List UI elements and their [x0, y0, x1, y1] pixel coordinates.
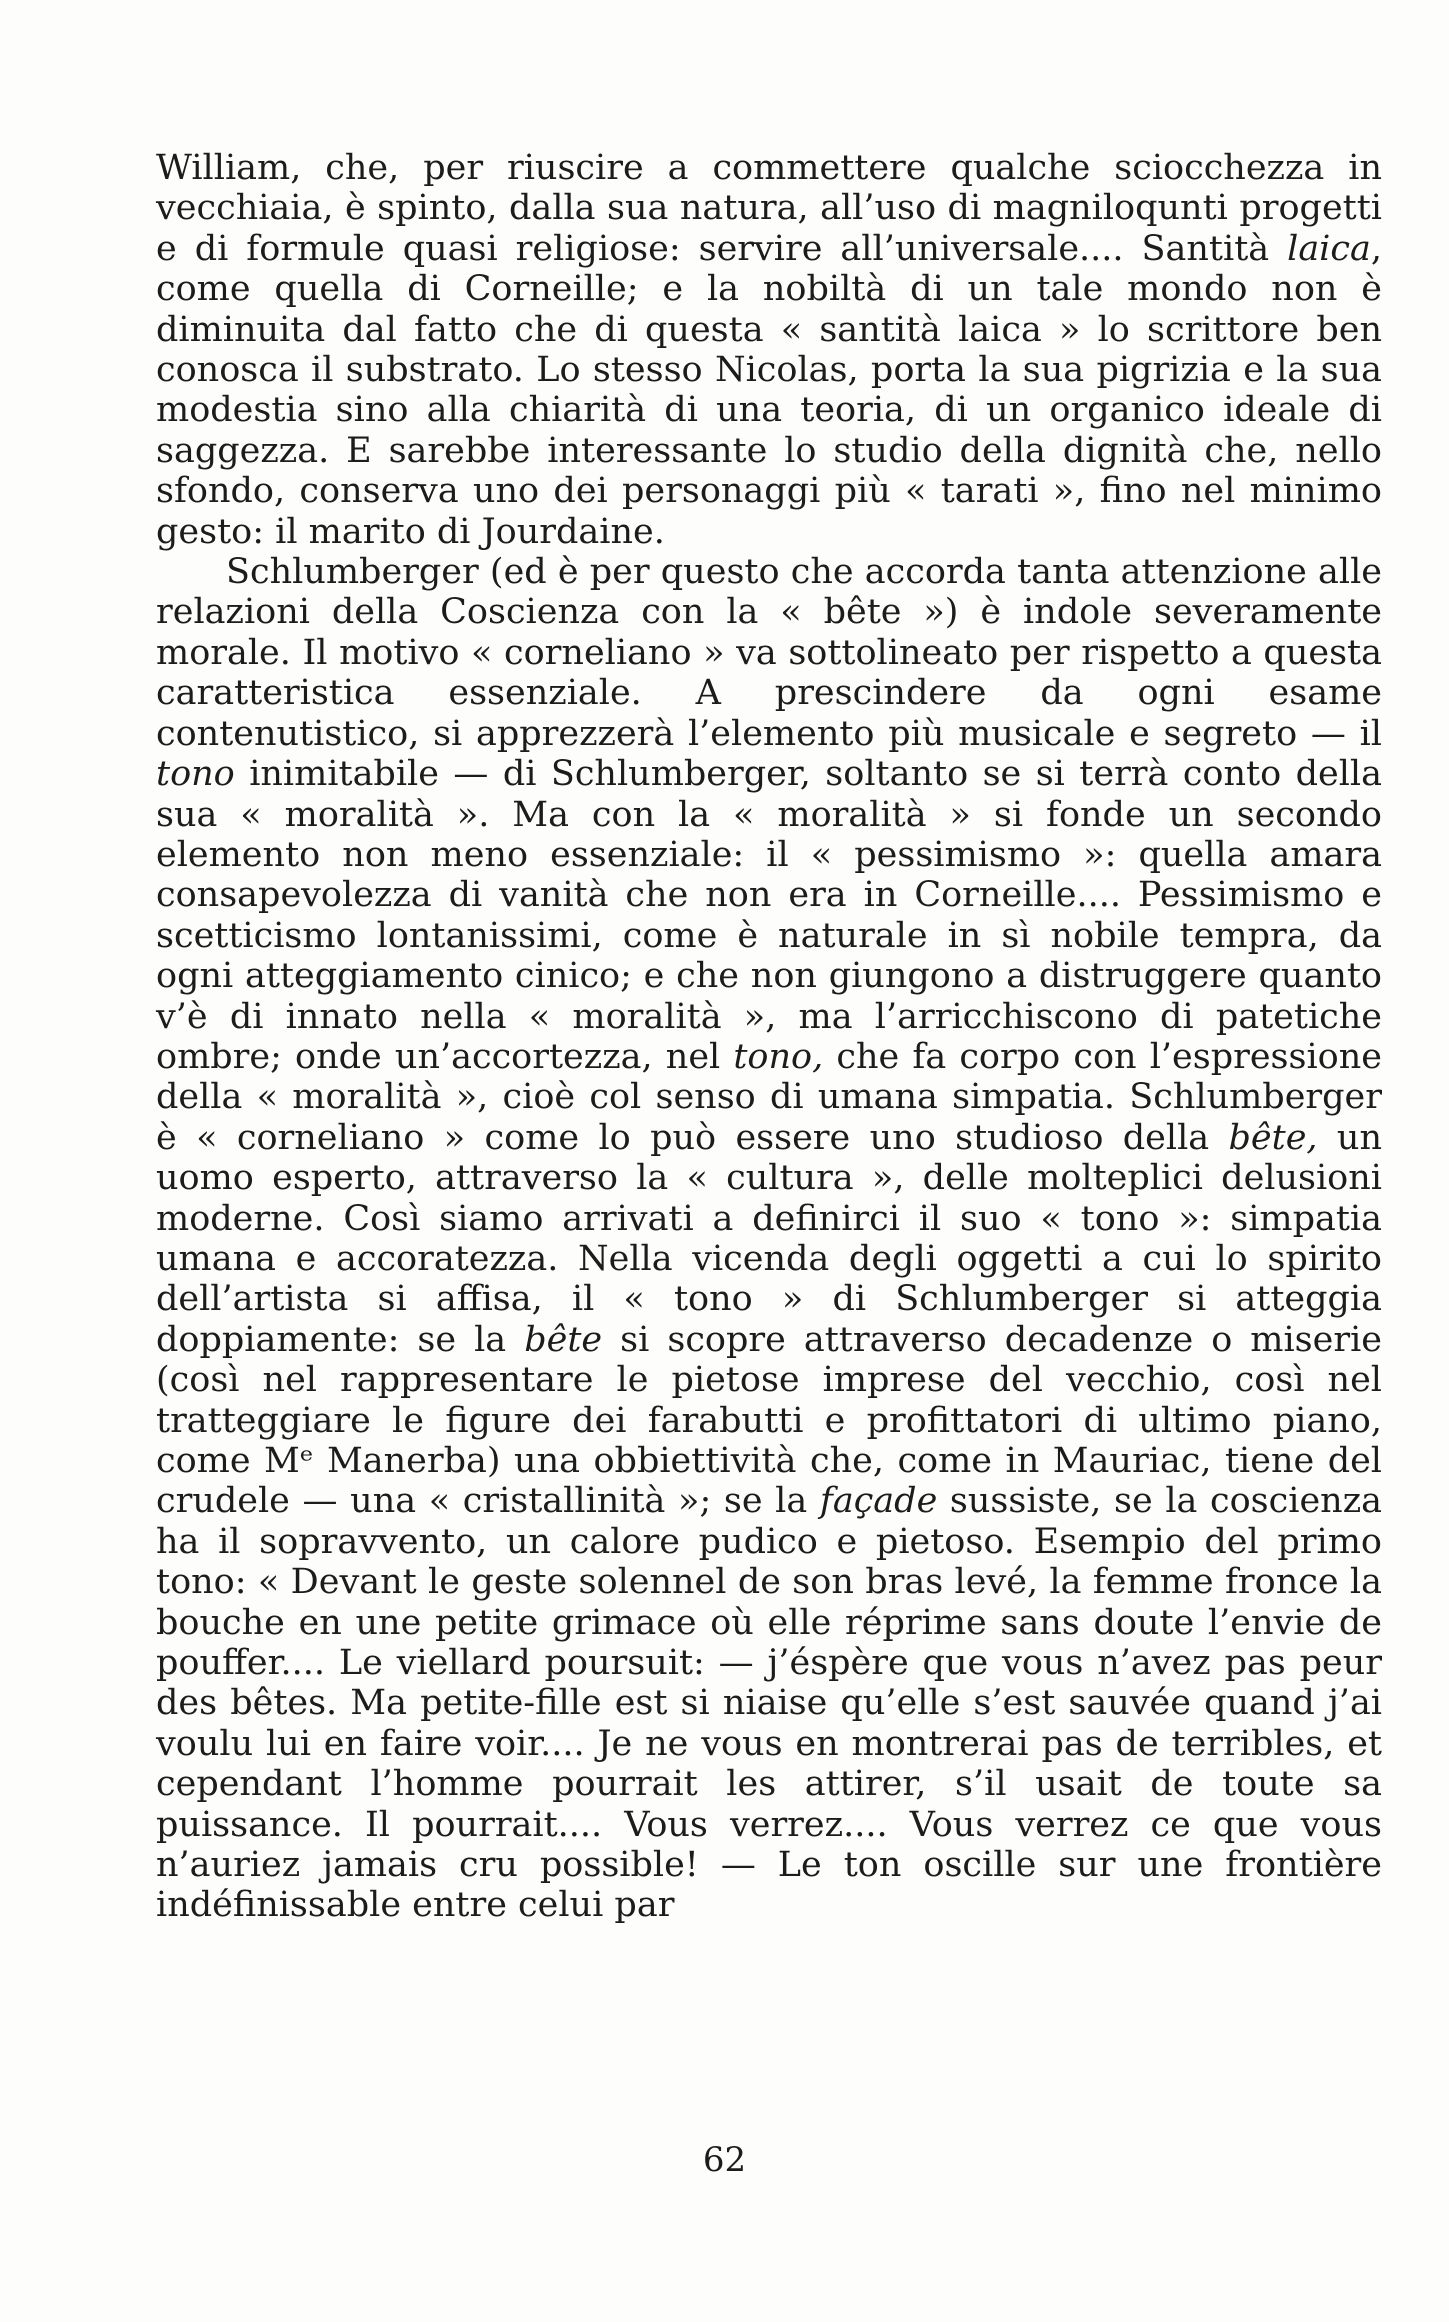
text-run: si scopre attraverso decadenze o miserie (così nel rappresentare le pietose imprese del vecchio, così nel tratteggiare le figure dei farabutti e profittatori di ultimo piano, come Mᵉ Manerba) una obbiettività che, come in Mauriac, tiene del crudele — una « cristallinità »; se la — [156, 1319, 1382, 1522]
text-run: William, che, per riuscire a commettere qualche sciocchezza in vecchiaia, è spinto, dalla sua natura, all’uso di magniloqunti progetti e di formule quasi religiose: servire all’universale.... Santità — [156, 148, 1382, 269]
paragraph-2 — [156, 552, 1382, 1926]
italic-text: laica — [1287, 228, 1371, 269]
italic-text: bête, — [1228, 1117, 1318, 1158]
italic-text: tono — [156, 754, 235, 795]
paragraph-1 — [156, 148, 1382, 552]
text-run: che fa corpo con l’espressione della « moralità », cioè col senso di umana simpatia. Schlumberger è « corneliano » come lo può essere uno studioso della — [156, 1036, 1382, 1158]
page-number: 62 — [702, 2140, 747, 2180]
text-run: Schlumberger (ed è per questo che accorda tanta attenzione alle relazioni della Coscienza con la « bête ») è indole severamente morale. Il motivo « corneliano » va sottolineato per rispetto a questa caratteristica essenziale. A prescindere da ogni esame contenutistico, si apprezzerà l’elemento più musicale e segreto — il — [156, 552, 1382, 754]
text-run: sussiste, se la coscienza ha il sopravvento, un calore pudico e pietoso. Esempio del primo tono: « Devant le geste solennel de son bras levé, la femme fronce la bouche en une petite grimace où elle réprime sans doute l’envie de pouffer.... Le viellard poursuit: — j’éspère que vous n’avez pas peur des bêtes. Ma petite-fille est si niaise qu’elle s’est sauvée quand j’ai voulu lui en faire voir.... Je ne vous en montrerai pas de terribles, et cependant l’homme pourrait les attirer, s’il usait de toute sa puissance. Il pourrait.... Vous verrez.... Vous verrez ce que vous n’auriez jamais cru possible! — Le ton oscille sur une frontière indéfinissable entre celui par — [156, 1481, 1383, 1926]
text-run: , come quella di Corneille; e la nobiltà di un tale mondo non è diminuita dal fatto che di questa « santità laica » lo scrittore ben conosca il substrato. Lo stesso Nicolas, porta la sua pigrizia e la sua modestia sino alla chiarità di una teoria, di un organico ideale di saggezza. E sarebbe interessante lo studio della dignità che, nello sfondo, conserva uno dei personaggi più « tarati », fino nel minimo gesto: il marito di Jourdaine. — [156, 228, 1382, 552]
italic-text: tono, — [733, 1036, 824, 1077]
text-run: un uomo esperto, attraverso la « cultura », delle molteplici delusioni moderne. Così siamo arrivati a definirci il suo « tono »: simpatia umana e accoratezza. Nella vicenda degli oggetti a cui lo spirito dell’artista si affisa, il « tono » di Schlumberger si atteggia doppiamente: se la — [156, 1117, 1382, 1360]
body-text — [156, 148, 1382, 1926]
italic-text: bête — [524, 1319, 603, 1360]
text-run: inimitabile — di Schlumberger, soltanto se si terrà conto della sua « moralità ». Ma con la « moralità » si fonde un secondo elemento non meno essenziale: il « pessimismo »: quella amara consapevolezza di vanità che non era in Corneille.... Pessimismo e scetticismo lontanissimi, come è naturale in sì nobile tempra, da ogni atteggiamento cinico; e che non giungono a distruggere quanto v’è di innato nella « moralità », ma l’arricchiscono di patetiche ombre; onde un’accortezza, nel — [156, 754, 1382, 1077]
italic-text: façade — [819, 1481, 938, 1522]
